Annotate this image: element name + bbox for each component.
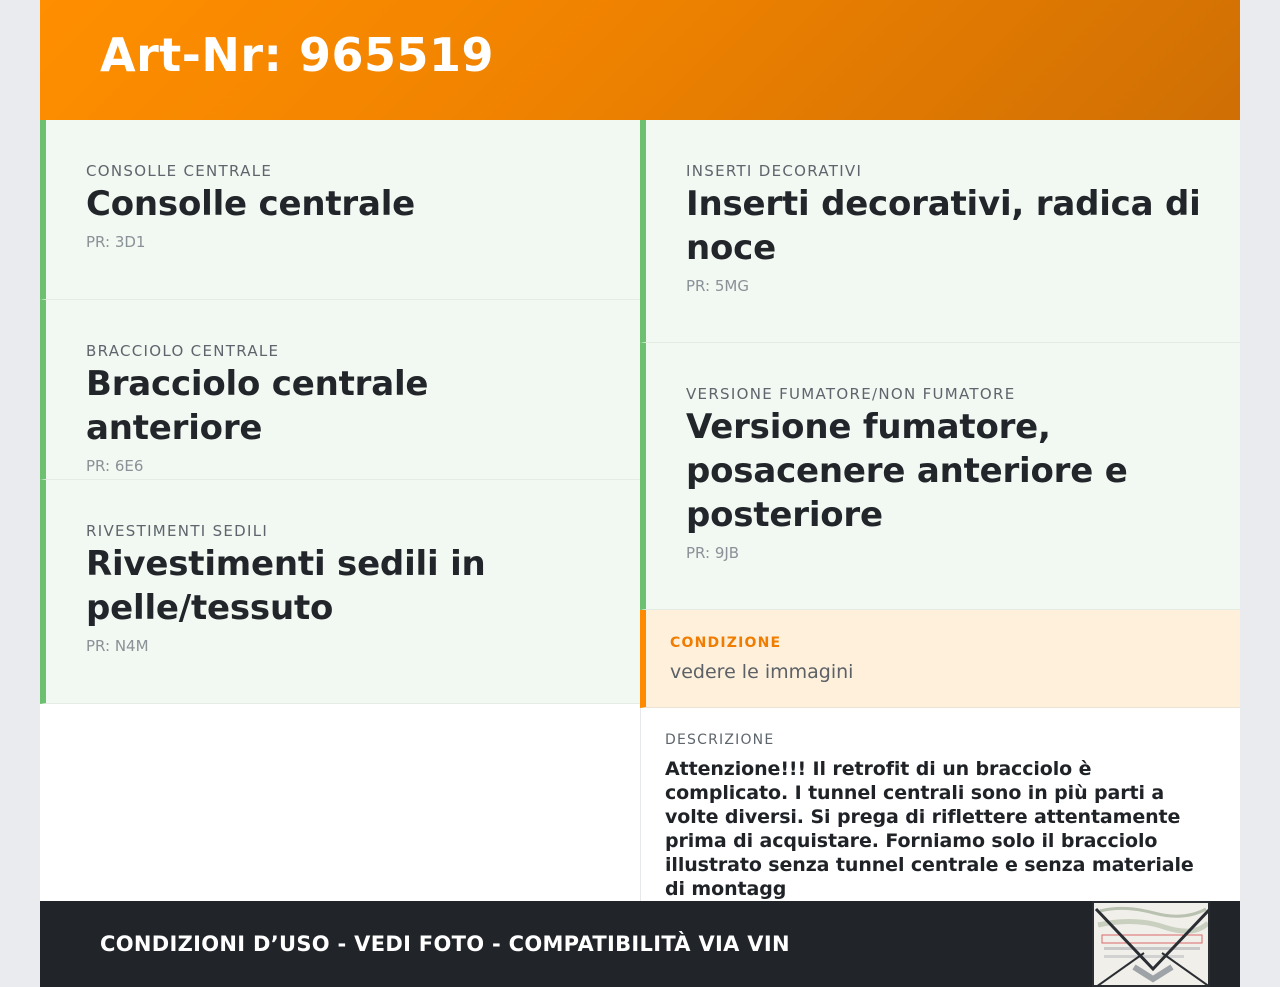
option-title: Inserti decorativi, radica di noce [686, 184, 1201, 268]
option-pr-code: PR: 3D1 [86, 233, 146, 251]
option-pr-code: PR: 5MG [686, 277, 749, 295]
option-pr-code: PR: 9JB [686, 544, 740, 562]
option-category: VERSIONE FUMATORE/NON FUMATORE [686, 385, 1016, 403]
document-photo-icon [1094, 903, 1210, 987]
option-title: Bracciolo centrale anteriore [86, 364, 429, 448]
option-card-smoker-version [640, 343, 1240, 610]
option-category: INSERTI DECORATIVI [686, 162, 863, 180]
description-label: DESCRIZIONE [665, 732, 775, 748]
condition-value: vedere le immagini [670, 661, 854, 683]
condition-label: CONDIZIONE [670, 635, 782, 651]
option-category: CONSOLLE CENTRALE [86, 162, 273, 180]
article-number-title: Art-Nr: 965519 [100, 28, 495, 82]
option-pr-code: PR: N4M [86, 637, 149, 655]
option-title: Versione fumatore, posacenere anteriore e posteriore [686, 407, 1128, 535]
option-pr-code: PR: 6E6 [86, 457, 144, 475]
option-card-center-console [40, 120, 640, 300]
condition-box [640, 610, 1240, 708]
product-photo-thumbnail[interactable] [1092, 901, 1210, 987]
right-column [640, 120, 1240, 901]
product-card [40, 0, 1240, 987]
header [40, 0, 1240, 120]
footer-bar [40, 901, 1240, 987]
option-card-decor-inserts [640, 120, 1240, 343]
footer-text: CONDIZIONI D’USO - VEDI FOTO - COMPATIBILITÀ VIA VIN [100, 932, 790, 956]
options-grid [40, 120, 1240, 901]
option-card-seat-covers [40, 480, 640, 704]
option-card-armrest [40, 300, 640, 480]
left-column [40, 120, 640, 901]
description-box [640, 708, 1240, 901]
description-text: Attenzione!!! Il retrofit di un bracciolo è complicato. I tunnel centrali sono in più parti a volte diversi. Si prega di riflettere attentamente prima di acquistare. Forniamo solo il bracciolo illustrato senza tunnel centrale e senza materiale di montagg [665, 758, 1194, 900]
option-category: RIVESTIMENTI SEDILI [86, 522, 269, 540]
option-category: BRACCIOLO CENTRALE [86, 342, 280, 360]
option-title: Rivestimenti sedili in pelle/tessuto [86, 544, 486, 628]
option-title: Consolle centrale [86, 184, 416, 224]
